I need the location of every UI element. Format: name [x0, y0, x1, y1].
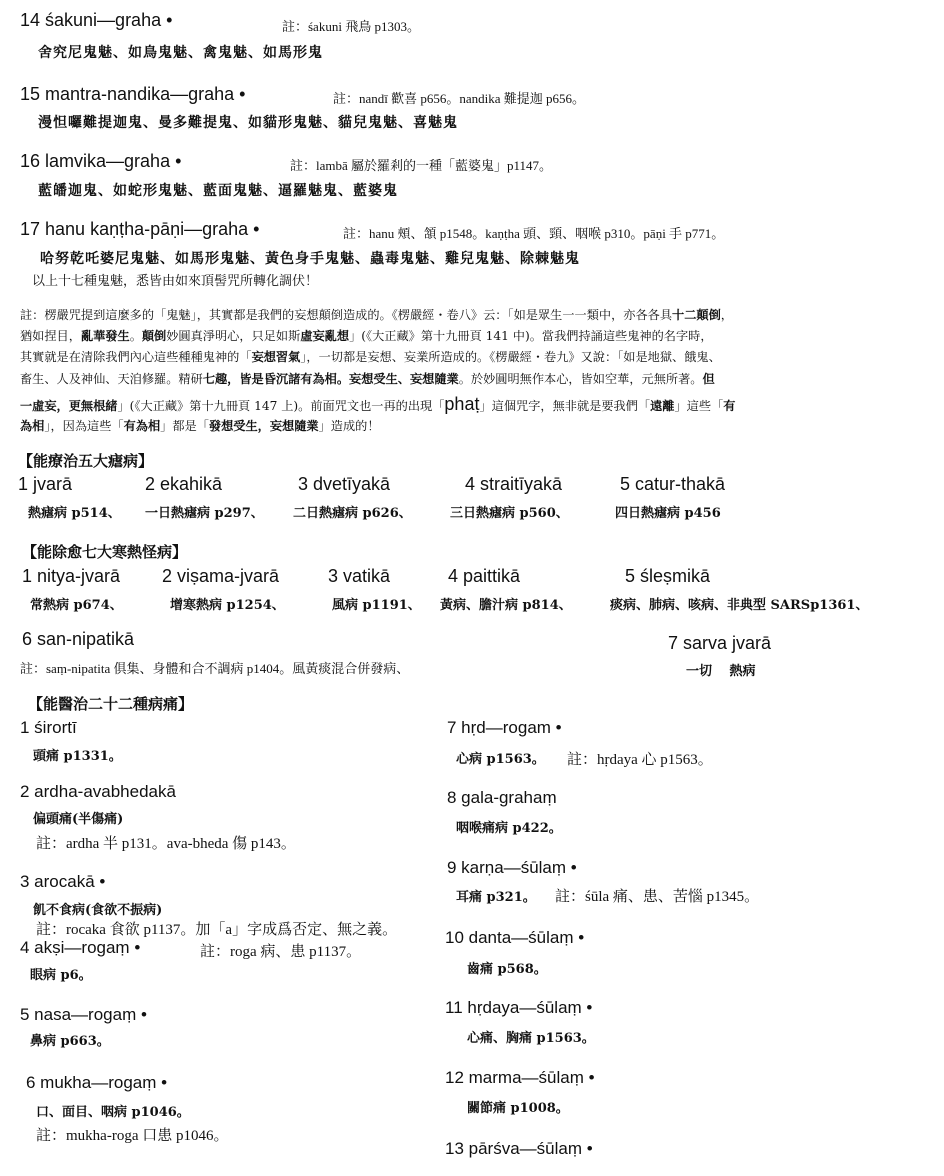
fever-name: 5 catur-thakā [620, 474, 726, 494]
disease-value: 風病 p1191、 [332, 598, 421, 613]
summary: 以上十七種鬼魅，悉皆由如來頂髻咒所轉化調伏！ [32, 274, 319, 289]
ailment-name: 9 karṇa—śūlaṃ • [447, 858, 577, 877]
note-paragraph-line: 一虛妄，更無根緒」(《大正藏》第十九冊頁 147 上)。前面咒文也一再的出現「phaṭ」這個咒字，無非就是要我們「遠離」這些「有 [20, 394, 736, 414]
fever-value: 四日熱瘧病 p456 [615, 506, 721, 521]
note-paragraph-line: 畜生、人及神仙、天洎修羅。精研七趣，皆是昏沉諸有為相。妄想受生、妄想隨業。於妙圓明無作本心，皆如空華，元無所著。但 [20, 372, 715, 386]
ghost-note-15: 註：nandī 歡喜 p656。nandika 難提迦 p656。 [333, 91, 586, 106]
ailment-desc: 關節痛 p1008。 [467, 1101, 569, 1116]
ailment-name: 7 hṛd—rogam • [447, 718, 562, 737]
fever-value: 熱瘧病 p514、 [28, 506, 121, 521]
ailment-name: 6 mukha—rogaṃ • [26, 1073, 168, 1092]
ghost-heading-15: 15 mantra-nandika—graha • [20, 84, 246, 104]
ghost-names-14: 舍究尼鬼魅、如鳥鬼魅、禽鬼魅、如馬形鬼 [38, 45, 323, 61]
note-paragraph-line: 註：楞嚴咒提到這麼多的「鬼魅」，其實都是我們的妄想顛倒造成的。《楞嚴經・卷八》云：「如是眾生一一類中，亦各各具十二顛倒， [20, 308, 733, 322]
fever-name: 2 ekahikā [145, 474, 223, 494]
ailment-name: 2 ardha-avabhedakā [20, 782, 176, 801]
disease-name: 1 nitya-jvarā [22, 566, 121, 586]
ghost-names-16: 藍皤迦鬼、如蛇形鬼魅、藍面鬼魅、逼羅魅鬼、藍婆鬼 [38, 183, 398, 199]
ailment-desc: 心病 p1563。 [456, 752, 545, 767]
ailment-name: 12 marma—śūlaṃ • [445, 1068, 595, 1087]
ghost-note-17: 註：hanu 頰、頷 p1548。kaṇṭha 頭、頸、咽喉 p310。pāṇi 手 p771。 [343, 226, 725, 241]
disease-value: 黃病、膽汁病 p814、 [440, 598, 572, 613]
ailment-note: 註：mukha-roga 口患 p1046。 [36, 1128, 229, 1144]
ghost-note-14: 註：śakuni 飛鳥 p1303。 [282, 19, 420, 34]
ailment-name: 1 śirortī [20, 718, 77, 737]
disease-value: 一切 熱病 [686, 664, 756, 679]
ailment-desc: 偏頭痛(半傷痛) [33, 812, 124, 827]
ailment-note: 註：ardha 半 p131。ava-bheda 傷 p143。 [36, 836, 296, 852]
ailment-name: 10 danta—śūlaṃ • [445, 928, 585, 947]
disease-name: 5 śleṣmikā [625, 566, 711, 586]
ailment-name: 3 arocakā • [20, 872, 106, 891]
disease-name: 4 paittikā [448, 566, 521, 586]
ghost-names-15: 漫怛囉難提迦鬼、曼多難提鬼、如貓形鬼魅、貓兒鬼魅、喜魅鬼 [38, 115, 458, 131]
ailment-name: 5 nasa—rogaṃ • [20, 1005, 147, 1024]
ailment-name: 4 akṣi—rogaṃ • [20, 938, 141, 957]
note-paragraph-line: 為相」，因為這些「有為相」都是「發想受生，妄想隨業」造成的！ [20, 419, 380, 433]
fever-name: 4 straitīyakā [465, 474, 563, 494]
disease-name: 7 sarva jvarā [668, 633, 772, 653]
ailment-desc: 鼻病 p663。 [30, 1034, 110, 1049]
disease-name: 3 vatikā [328, 566, 391, 586]
ailment-name: 11 hṛdaya—śūlaṃ • [445, 998, 593, 1017]
ailment-desc: 口、面目、咽病 p1046。 [36, 1105, 190, 1120]
section-title-seven-diseases: 【能除愈七大寒熱怪病】 [22, 543, 188, 561]
disease-value: 常熱病 p674、 [30, 598, 123, 613]
section-title-twenty-two-ailments: 【能醫治二十二種病痛】 [28, 695, 194, 713]
ailment-desc: 眼病 p6。 [30, 968, 92, 983]
ailment-desc: 心痛、胸痛 p1563。 [467, 1031, 595, 1046]
disease-value: 增寒熱病 p1254、 [170, 598, 285, 613]
ghost-heading-16: 16 lamvika—graha • [20, 151, 182, 171]
ailment-desc: 耳痛 p321。 [456, 890, 536, 905]
ailment-desc: 頭痛 p1331。 [33, 749, 122, 764]
ailment-note: 註：rocaka 食欲 p1137。加「a」字成爲否定、無之義。 [36, 922, 398, 938]
note-paragraph-line: 其實就是在清除我們內心這些種種鬼神的「妄想習氣」，一切都是妄想、妄業所造成的。《楞嚴經・卷九》又說：「如是地獄、餓鬼、 [20, 350, 721, 364]
ailment-note: 註：hṛdaya 心 p1563。 [567, 752, 713, 768]
fever-name: 1 jvarā [18, 474, 73, 494]
ailment-name: 8 gala-grahaṃ [447, 788, 557, 807]
fever-value: 一日熱瘧病 p297、 [145, 506, 264, 521]
ailment-desc: 咽喉痛病 p422。 [456, 821, 562, 836]
disease-name: 6 san-nipatikā [22, 629, 135, 649]
disease-value: 註：saṃ-nipatita 俱集、身體和合不調病 p1404。風黃痰混合併發病、 [20, 661, 410, 676]
disease-name: 2 viṣama-jvarā [162, 566, 280, 586]
fever-name: 3 dvetīyakā [298, 474, 391, 494]
fever-value: 三日熱瘧病 p560、 [450, 506, 569, 521]
ghost-names-17: 哈努乾吒婆尼鬼魅、如馬形鬼魅、黃色身手鬼魅、蟲毒鬼魅、雞兒鬼魅、除棘魅鬼 [40, 251, 580, 267]
section-title-five-fevers: 【能療治五大瘧病】 [18, 452, 154, 470]
note-paragraph-line: 猶如捏目，亂華發生。顛倒妙圓真淨明心，只足如斯虛妄亂想」(《大正藏》第十九冊頁 141 中)。當我們持誦這些鬼神的名字時， [20, 329, 713, 343]
ghost-note-16: 註：lambā 屬於羅剎的一種「藍婆鬼」p1147。 [290, 158, 553, 173]
disease-value: 痰病、肺病、咳病、非典型 SARSp1361、 [610, 598, 869, 613]
ailment-name: 13 pārśva—śūlaṃ • [445, 1139, 593, 1158]
ghost-heading-17: 17 hanu kaṇṭha-pāṇi—graha • [20, 219, 260, 239]
ailment-desc: 飢不食病(食欲不振病) [33, 903, 163, 918]
ailment-note: 註：śūla 痛、患、苦惱 p1345。 [555, 889, 760, 905]
ailment-desc: 齒痛 p568。 [467, 962, 547, 977]
fever-value: 二日熱瘧病 p626、 [293, 506, 412, 521]
ailment-note: 註：roga 病、患 p1137。 [200, 944, 362, 960]
ghost-heading-14: 14 śakuni—graha • [20, 10, 173, 30]
